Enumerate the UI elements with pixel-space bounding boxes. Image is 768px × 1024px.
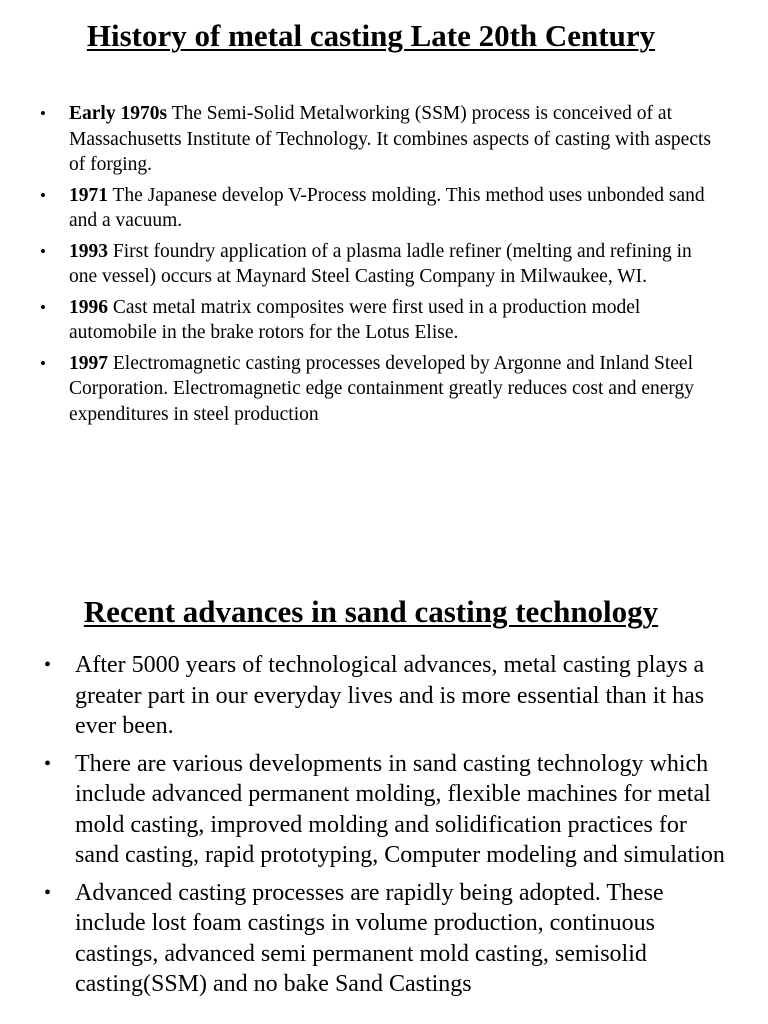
history-item	[40, 351, 720, 428]
slide-recent-advances	[0, 560, 768, 1024]
history-year: Early 1970s	[69, 103, 168, 124]
history-year: 1993	[69, 240, 108, 262]
bullet-marker: •	[44, 654, 52, 676]
history-item	[40, 239, 720, 290]
advances-item	[44, 878, 734, 1000]
history-text: The Semi-Solid Metalworking (SSM) process is conceived of at Massachusetts Institute of Technology. It combines aspects of casting with aspects of forging.	[69, 103, 711, 175]
history-text: First foundry application of a plasma ladle refiner (melting and refining in one vessel) occurs at Maynard Steel Casting Company in Milwaukee, WI.	[69, 240, 692, 287]
advances-text: There are various developments in sand casting technology which include advanced permanent molding, flexible machines for metal mold casting, improved molding and solidification practices for sand casting, rapid prototyping, Computer modeling and simulation	[75, 750, 725, 868]
history-item	[40, 101, 720, 178]
bullet-marker: •	[40, 353, 46, 373]
advances-text: Advanced casting processes are rapidly being adopted. These include lost foam castings in volume production, continuous castings, advanced semi permanent mold casting, semisolid casting(SSM) and no bake Sand Castings	[75, 879, 664, 997]
history-year: 1996	[69, 296, 108, 318]
slide-title-recent-advances: Recent advances in sand casting technology	[83, 594, 659, 629]
bullet-marker: •	[44, 752, 52, 775]
history-text: The Japanese develop V-Process molding. This method uses unbonded sand and a vacuum.	[69, 184, 705, 231]
history-text: Cast metal matrix composites were first used in a production model automobile in the brake rotors for the Lotus Elise.	[69, 296, 641, 343]
history-text: Electromagnetic casting processes developed by Argonne and Inland Steel Corporation. Electromagnetic edge containment greatly reduces cost and energy expenditures in steel production	[69, 352, 695, 425]
advances-item	[44, 650, 734, 742]
history-year: 1997	[69, 352, 108, 374]
advances-item	[44, 749, 734, 871]
history-item	[40, 183, 720, 234]
bullet-marker: •	[40, 297, 46, 317]
advances-text: After 5000 years of technological advances, metal casting plays a greater part in our everyday lives and is more essential than it has ever been.	[75, 652, 705, 739]
history-bullet-list	[40, 101, 720, 432]
history-item	[40, 295, 720, 346]
bullet-marker: •	[40, 185, 46, 205]
slide-title-history: History of metal casting Late 20th Century	[86, 18, 656, 53]
advances-bullet-list	[44, 650, 734, 1007]
bullet-marker: •	[44, 881, 52, 904]
bullet-marker: •	[40, 241, 46, 261]
bullet-marker: •	[40, 104, 46, 123]
history-year: 1971	[69, 184, 108, 206]
